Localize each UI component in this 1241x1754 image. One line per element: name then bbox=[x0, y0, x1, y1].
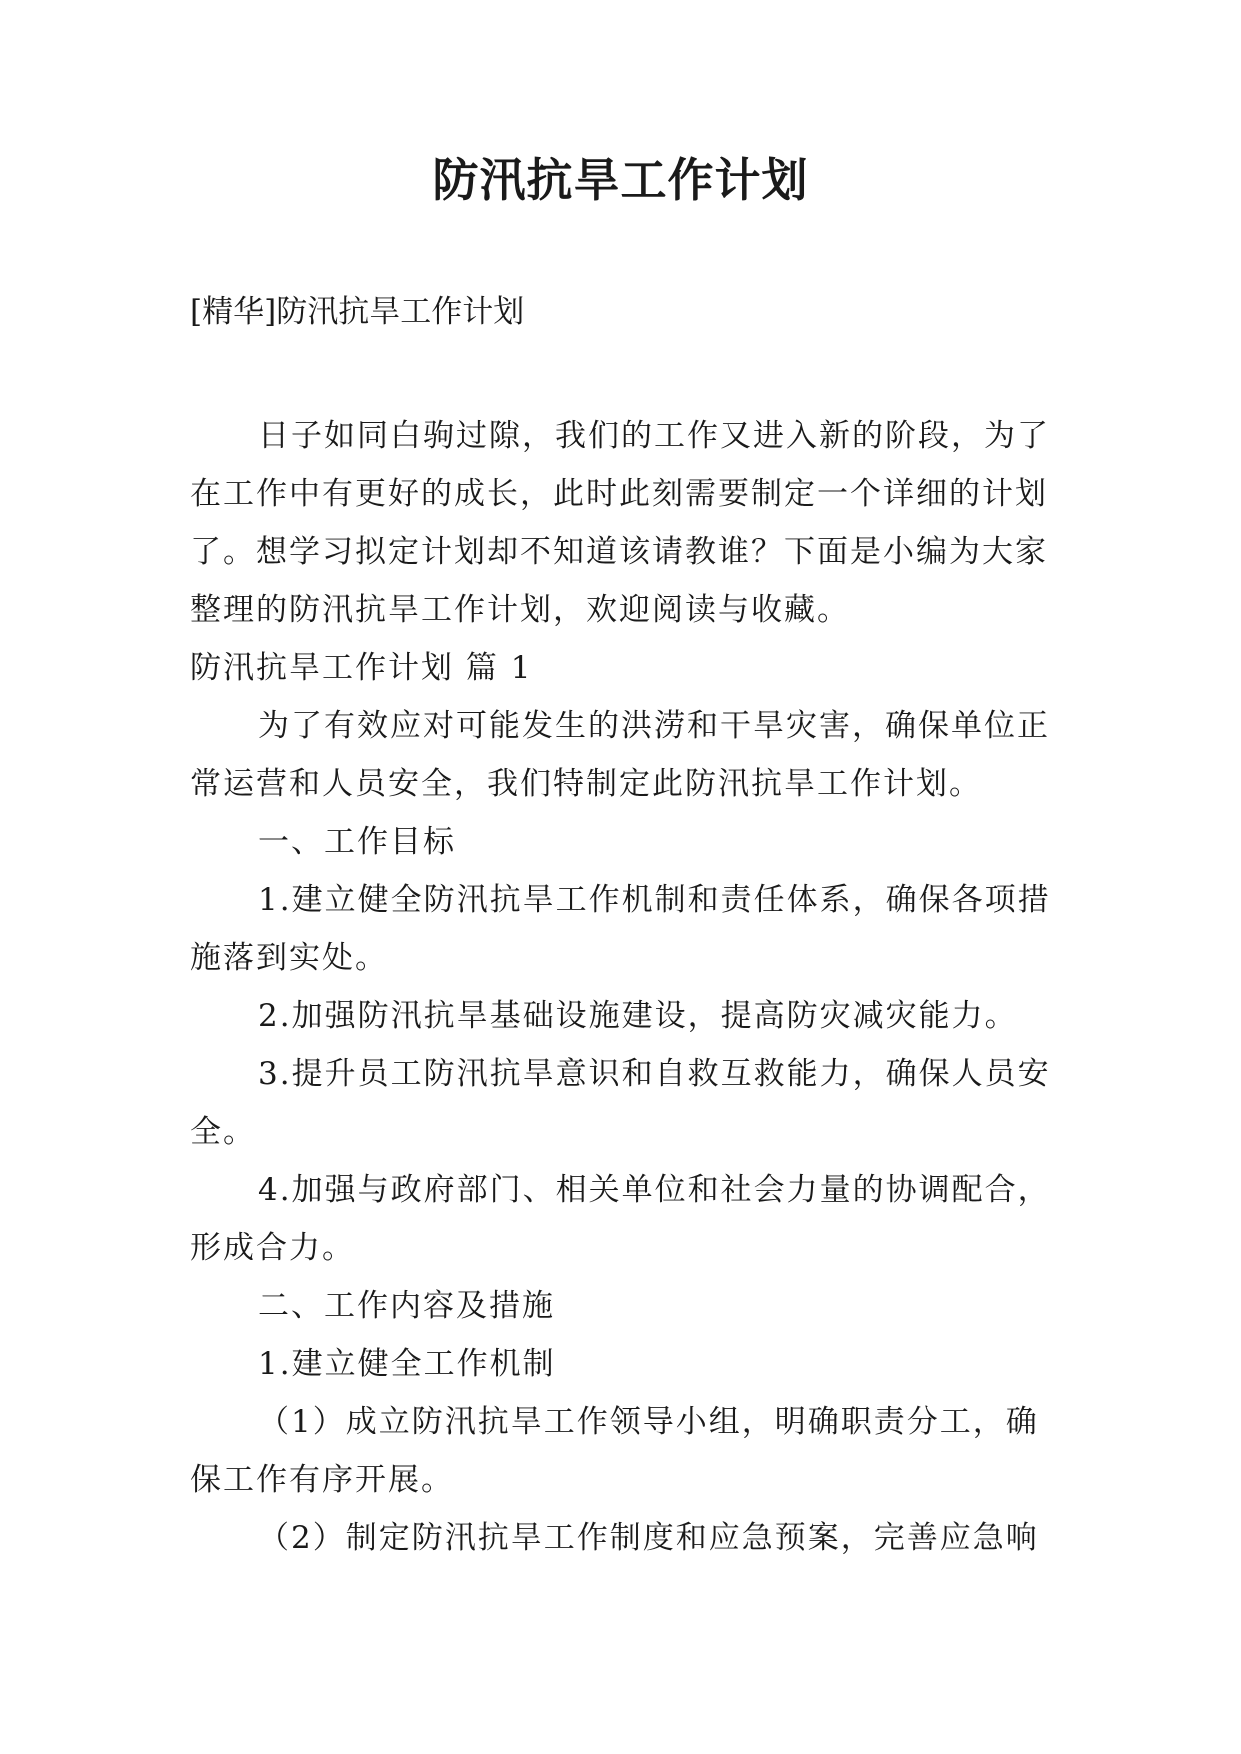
text-line: 全。 bbox=[190, 1114, 256, 1150]
text-line: 整理的防汛抗旱工作计划，欢迎阅读与收藏。 bbox=[190, 592, 850, 628]
text-line: 保工作有序开展。 bbox=[190, 1462, 454, 1498]
text-line: 了。想学习拟定计划却不知道该请教谁？下面是小编为大家 bbox=[190, 534, 1048, 570]
document-title: 防汛抗旱工作计划 bbox=[432, 153, 809, 207]
text-line: 3.提升员工防汛抗旱意识和自救互救能力，确保人员安 bbox=[258, 1056, 1051, 1092]
text-line: （2）制定防汛抗旱工作制度和应急预案，完善应急响 bbox=[258, 1520, 1039, 1556]
text-line: （1）成立防汛抗旱工作领导小组，明确职责分工，确 bbox=[258, 1404, 1039, 1440]
document-subtitle: [精华]防汛抗旱工作计划 bbox=[190, 294, 525, 330]
document-body bbox=[190, 407, 1060, 1567]
text-line: 为了有效应对可能发生的洪涝和干旱灾害，确保单位正 bbox=[258, 708, 1050, 744]
text-line: 二、工作内容及措施 bbox=[258, 1288, 555, 1324]
text-line: 常运营和人员安全，我们特制定此防汛抗旱工作计划。 bbox=[190, 766, 982, 802]
text-line: 一、工作目标 bbox=[258, 824, 456, 860]
text-line: 施落到实处。 bbox=[190, 940, 388, 976]
text-line: 1.建立健全工作机制 bbox=[258, 1346, 556, 1382]
text-line: 防汛抗旱工作计划 篇 1 bbox=[190, 650, 533, 686]
text-line: 形成合力。 bbox=[190, 1230, 355, 1266]
text-line: 2.加强防汛抗旱基础设施建设，提高防灾减灾能力。 bbox=[258, 998, 1018, 1034]
text-line: 4.加强与政府部门、相关单位和社会力量的协调配合， bbox=[258, 1172, 1051, 1208]
text-line: 日子如同白驹过隙，我们的工作又进入新的阶段，为了 bbox=[258, 418, 1050, 454]
text-line: 在工作中有更好的成长，此时此刻需要制定一个详细的计划 bbox=[190, 476, 1048, 512]
text-line: 1.建立健全防汛抗旱工作机制和责任体系，确保各项措 bbox=[258, 882, 1051, 918]
